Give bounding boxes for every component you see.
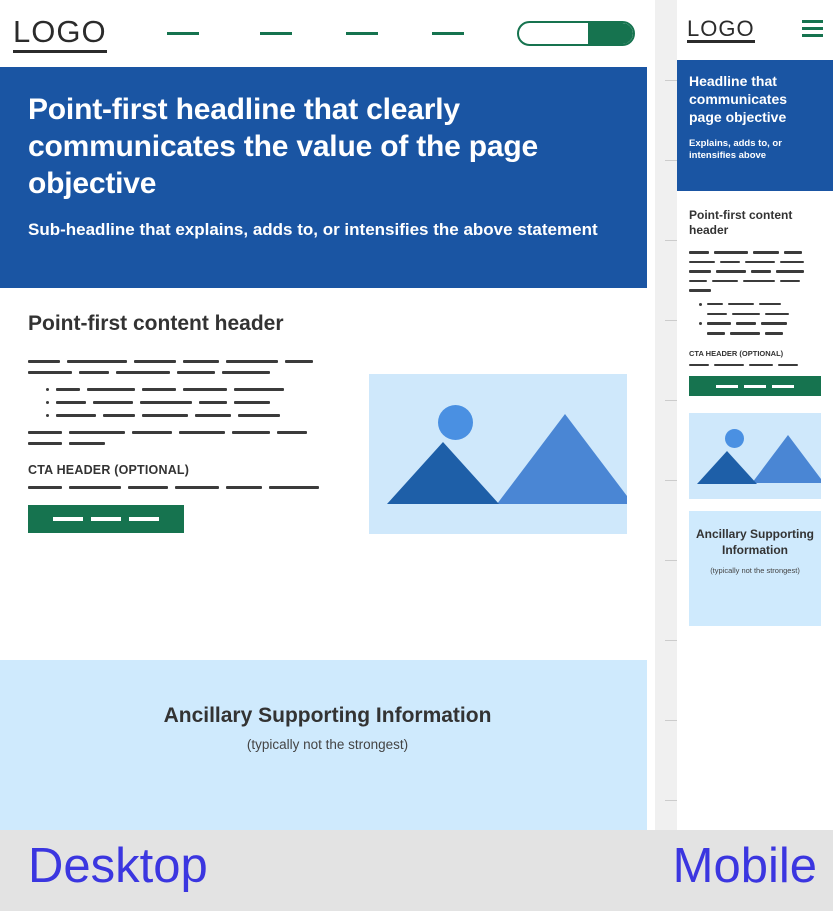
mountain-back-icon: [752, 435, 821, 483]
mobile-bullet-item: [689, 303, 821, 306]
desktop-nav-link-2[interactable]: [260, 32, 292, 35]
mobile-cta-button-seg: [772, 385, 794, 388]
mobile-cta-button[interactable]: [689, 376, 821, 396]
mobile-cta-button-seg: [744, 385, 766, 388]
desktop-text-line: [28, 431, 348, 434]
mobile-text-line: [689, 261, 821, 264]
desktop-cta-button-seg: [91, 517, 121, 521]
desktop-text-line: [28, 371, 348, 374]
desktop-hero: [0, 67, 655, 288]
mobile-footer-subtitle: (typically not the strongest): [710, 566, 800, 576]
mobile-bullet-item: [689, 313, 821, 316]
desktop-navbar: [0, 0, 655, 67]
desktop-text-line: [28, 360, 348, 363]
caption-bar: [0, 830, 833, 911]
desktop-bullet-item: [28, 401, 348, 404]
desktop-cta-button-seg: [129, 517, 159, 521]
desktop-footer-subtitle: (typically not the strongest): [246, 737, 409, 752]
mobile-text-line: [689, 251, 821, 254]
desktop-content-text-column: [28, 360, 348, 533]
mobile-hero-subheadline: Explains, adds to, or intensifies above: [689, 137, 782, 162]
mobile-cta-text-line: [689, 364, 821, 367]
mobile-cta-header: CTA HEADER (OPTIONAL): [689, 348, 784, 358]
mobile-content-header: Point-first content header: [689, 208, 793, 237]
sun-icon: [438, 405, 473, 440]
desktop-content-section: [0, 288, 655, 660]
mobile-bullet-item: [689, 322, 821, 325]
desktop-content-header: Point-first content header: [28, 312, 284, 335]
desktop-nav-link-4[interactable]: [432, 32, 464, 35]
desktop-nav-link-1[interactable]: [167, 32, 199, 35]
desktop-footer-title: Ancillary Supporting Information: [163, 704, 492, 727]
mobile-hero-headline: Headline that communicates page objective: [689, 73, 788, 125]
mobile-scroll-gutter[interactable]: [655, 0, 677, 830]
desktop-nav-link-3[interactable]: [346, 32, 378, 35]
mobile-navbar: [677, 0, 833, 60]
desktop-text-line: [28, 442, 348, 445]
mobile-hero: [677, 60, 833, 191]
caption-mobile: Mobile: [672, 839, 817, 893]
mountain-back-icon: [497, 414, 627, 504]
desktop-nav-cta-button[interactable]: [517, 21, 635, 46]
desktop-bullet-item: [28, 414, 348, 417]
mobile-text-line: [689, 270, 821, 273]
desktop-logo[interactable]: [13, 16, 107, 53]
mobile-bullet-item: [689, 332, 821, 335]
desktop-cta-header: CTA HEADER (OPTIONAL): [28, 463, 190, 477]
mobile-hero-image-placeholder: [689, 413, 821, 499]
desktop-footer: [0, 660, 655, 830]
mountain-front-icon: [387, 442, 499, 504]
mobile-footer: [689, 511, 821, 626]
mobile-screen: [677, 0, 833, 830]
mobile-text-line: [689, 280, 821, 283]
desktop-cta-text-line: [28, 486, 348, 489]
desktop-hero-headline: Point-first headline that clearly communicates the value of the page objective: [28, 93, 538, 201]
mobile-content-section: [677, 191, 833, 626]
mountain-front-icon: [697, 451, 757, 484]
desktop-hero-subheadline: Sub-headline that explains, adds to, or intensifies the above statement: [28, 219, 598, 239]
desktop-hero-image-placeholder: [369, 374, 627, 534]
sun-icon: [725, 429, 744, 448]
mobile-logo-text[interactable]: LOGO: [687, 17, 755, 43]
mobile-cta-button-seg: [716, 385, 738, 388]
mobile-footer-title: Ancillary Supporting Information: [695, 527, 814, 557]
desktop-cta-button-seg: [53, 517, 83, 521]
desktop-cta-button[interactable]: [28, 505, 184, 533]
desktop-logo-text: LOGO: [13, 16, 107, 53]
caption-desktop: Desktop: [28, 839, 208, 893]
mobile-text-line: [689, 289, 821, 292]
desktop-nav-cta-fill: [588, 23, 633, 44]
hamburger-menu-icon[interactable]: [802, 20, 823, 41]
mobile-mockup: [655, 0, 833, 830]
desktop-bullet-item: [28, 388, 348, 391]
